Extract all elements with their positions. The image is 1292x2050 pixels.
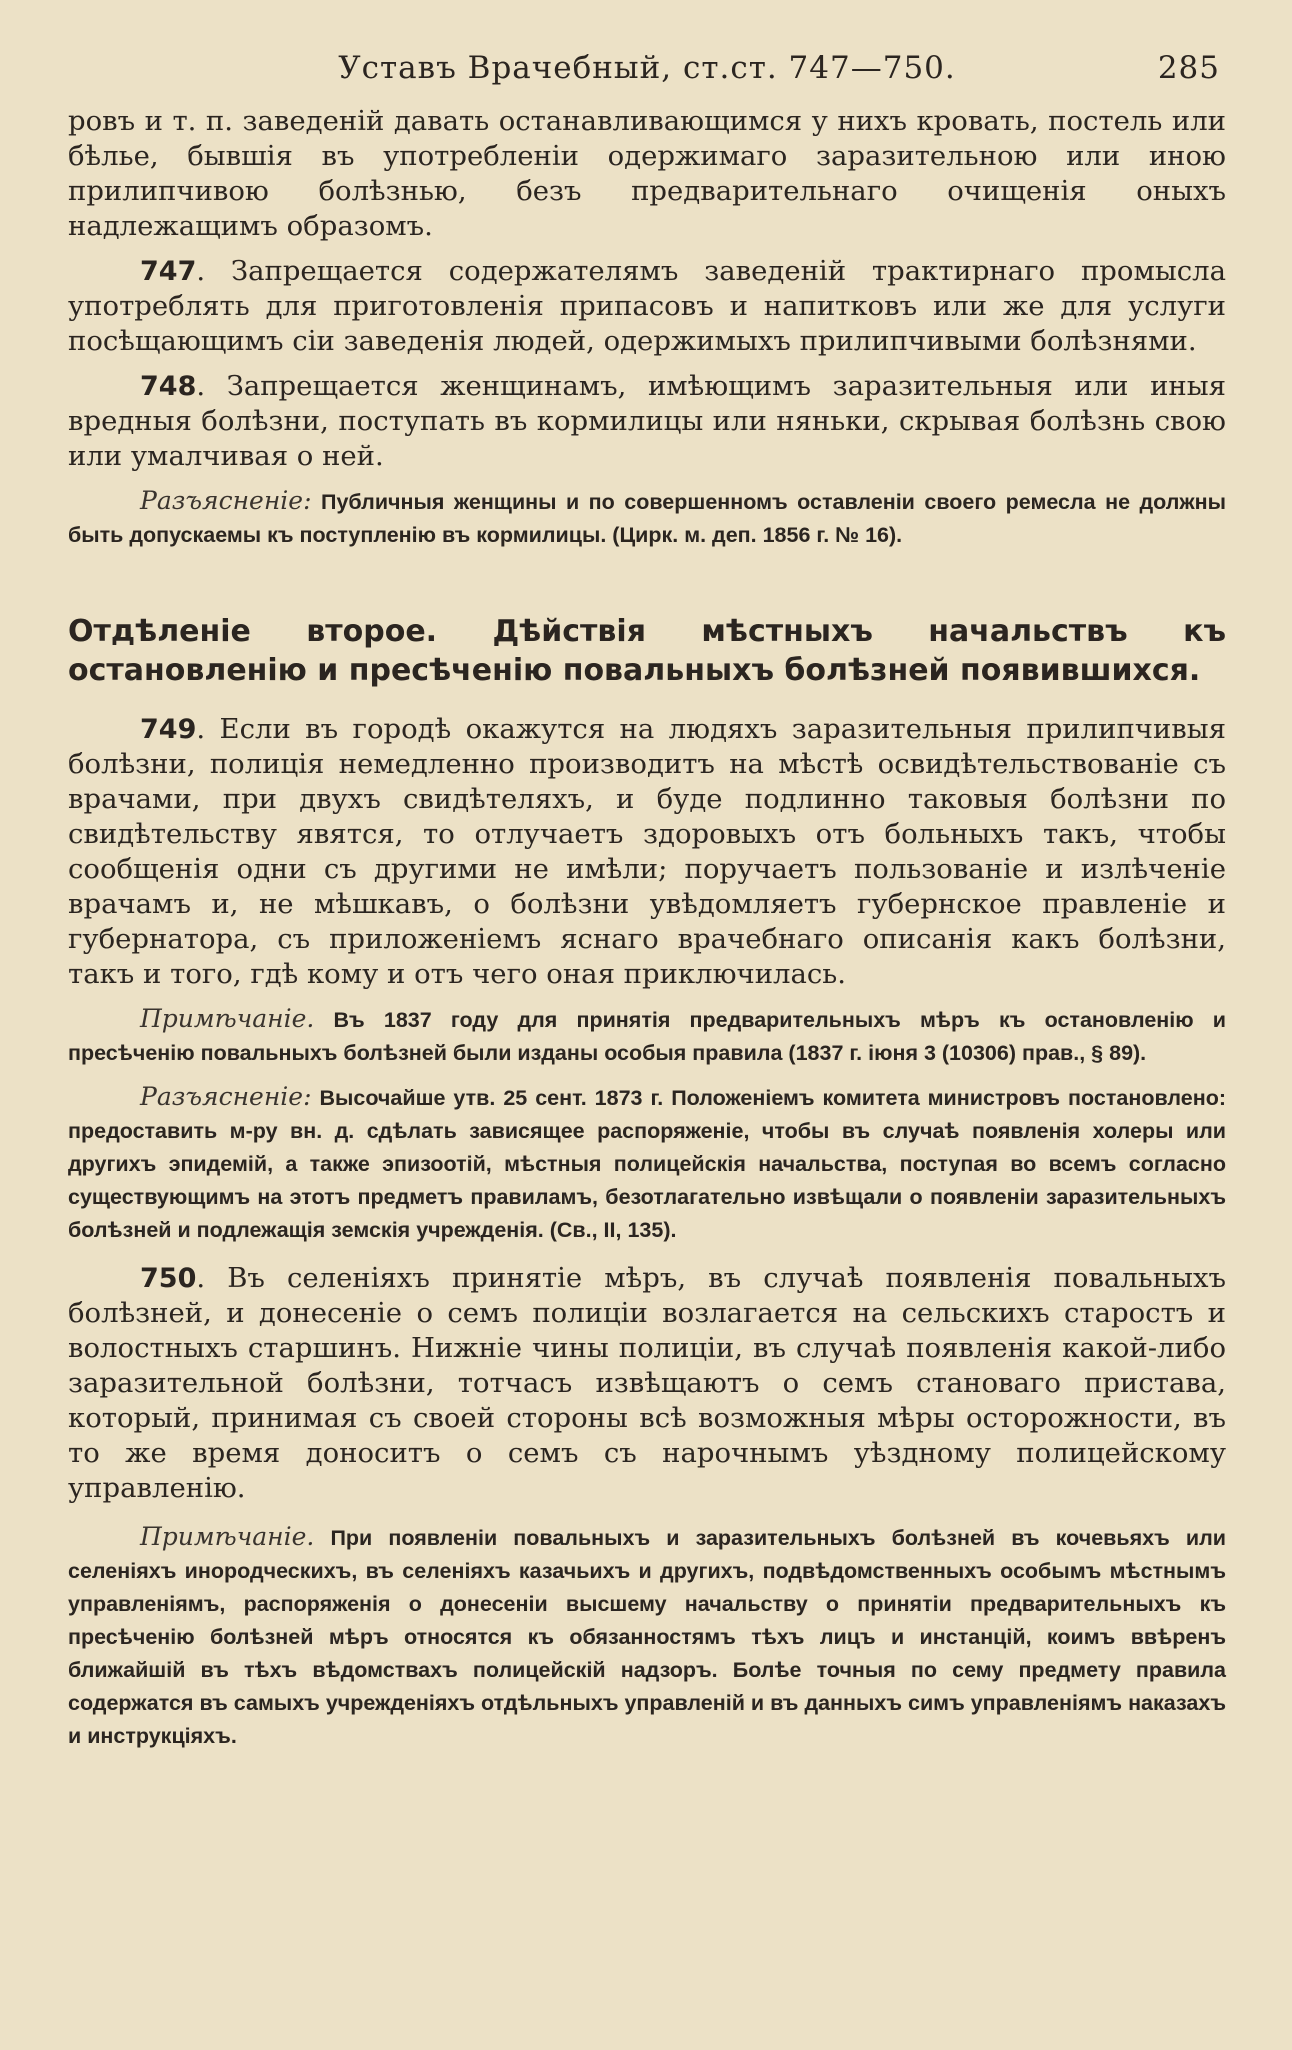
note-text: При появленiи повальныхъ и заразительныхъ болѣзней въ кочевьяхъ или селенiяхъ инородческихъ, въ селенiяхъ казачьихъ и другихъ, подвѣдомственныхъ особымъ мѣстнымъ управленiямъ, распоряженiя о донесенiи высшему начальству о принятiи предварительныхъ къ пресѣченiю болѣзней мѣръ относятся къ обязанностямъ тѣхъ лицъ и инстанцiй, коимъ ввѣренъ ближайшiй въ тѣхъ вѣдомствахъ полицейскiй надзоръ. Болѣе точныя по сему предмету правила содержатся въ самыхъ учрежденiяхъ отдѣльныхъ управленiй и въ данныхъ симъ управленiямъ наказахъ и инструкцiяхъ. (68, 1526, 1226, 1748)
document-page (68, 50, 1226, 1753)
note-label: Разъясненiе: (140, 1082, 312, 1111)
article-749 (68, 712, 1226, 992)
article-number: 748 (140, 371, 197, 402)
note-text: Высочайше утв. 25 сент. 1873 г. Положенiемъ комитета министровъ постановлено: предоставить м-ру вн. д. сдѣлать зависящее распоряженiе, чтобы въ случаѣ появленiя холеры или другихъ эпидемiй, а также эпизоотiй, мѣстныя полицейскiя начальства, поступая во всемъ согласно существующимъ на этотъ предметъ правиламъ, безотлагательно извѣщали о появленiи заразительныхъ болѣзней и подлежащiя земскiя учрежденiя. (Св., II, 135). (68, 1086, 1226, 1242)
note-text: Публичныя женщины и по совершенномъ оставленiи своего ремесла не должны быть допускаемы къ поступленiю въ кормилицы. (Цирк. м. деп. 1856 г. № 16). (68, 490, 1226, 547)
note-label: Разъясненiе: (140, 486, 312, 515)
article-text: . Въ селенiяхъ принятiе мѣръ, въ случаѣ появленiя повальныхъ болѣзней, и донесенiе о семъ полицiи возлагается на сельскихъ старостъ и волостныхъ старшинъ. Нижнiе чины полицiи, въ случаѣ появленiя какой-либо заразительной болѣзни, тотчасъ извѣщаютъ о семъ становаго пристава, который, принимая съ своей стороны всѣ возможныя мѣры осторожности, въ то же время доноситъ о семъ съ нарочнымъ уѣздному полицейскому управленiю. (68, 1262, 1226, 1504)
article-747 (68, 254, 1226, 359)
article-text: . Запрещается содержателямъ заведенiй трактирнаго промысла употреблять для приготовленiя припасовъ и напитковъ или же для услуги посѣщающимъ сiи заведенiя людей, одержимыхъ прилипчивыми болѣзнями. (68, 255, 1226, 357)
note-750 (68, 1520, 1226, 1753)
note-text: Въ 1837 году для принятiя предварительныхъ мѣръ къ остановленiю и пресѣченiю повальныхъ болѣзней были изданы особыя правила (1837 г. iюня 3 (10306) прав., § 89). (68, 1008, 1226, 1065)
article-text: . Если въ городѣ окажутся на людяхъ заразительныя прилипчивыя болѣзни, полицiя немедленно производитъ на мѣстѣ освидѣтельствованiе съ врачами, при двухъ свидѣтеляхъ, и буде подлинно таковыя болѣзни по свидѣтельству явятся, то отлучаетъ здоровыхъ отъ больныхъ такъ, чтобы сообщенiя одни съ другими не имѣли; поручаетъ пользованiе и излѣченiе врачамъ и, не мѣшкавъ, о болѣзни увѣдомляетъ губернское правленiе и губернатора, съ приложенiемъ яснаго врачебнаго описанiя какъ болѣзни, такъ и того, гдѣ кому и отъ чего оная приключилась. (68, 713, 1226, 990)
note-748 (68, 484, 1226, 552)
header-title: Уставъ Врачебный, ст.ст. 747—750. (338, 50, 956, 86)
article-748 (68, 369, 1226, 474)
note-749-primechanie (68, 1002, 1226, 1070)
note-label: Примѣчанiе. (140, 1004, 315, 1033)
note-749-razyasnenie (68, 1080, 1226, 1247)
article-number: 750 (140, 1263, 197, 1294)
note-label: Примѣчанiе. (140, 1522, 315, 1551)
page-number: 285 (1157, 50, 1220, 86)
article-number: 749 (140, 714, 197, 745)
article-text: . Запрещается женщинамъ, имѣющимъ заразительныя или иныя вредныя болѣзни, поступать въ кормилицы или няньки, скрывая болѣзнь свою или умалчивая о ней. (68, 370, 1226, 472)
section-heading: Отдѣленiе второе. Дѣйствiя мѣстныхъ начальствъ къ остановленiю и пресѣченiю повальныхъ болѣзней появившихся. (68, 614, 1226, 688)
continuation-paragraph: ровъ и т. п. заведенiй давать останавливающимся у нихъ кровать, постель или бѣлье, бывшiя въ употребленiи одержимаго заразительною или иною прилипчивою болѣзнью, безъ предварительнаго очищенiя оныхъ надлежащимъ образомъ. (68, 105, 1226, 242)
article-number: 747 (140, 256, 197, 287)
article-750 (68, 1261, 1226, 1506)
running-header (68, 50, 1226, 90)
